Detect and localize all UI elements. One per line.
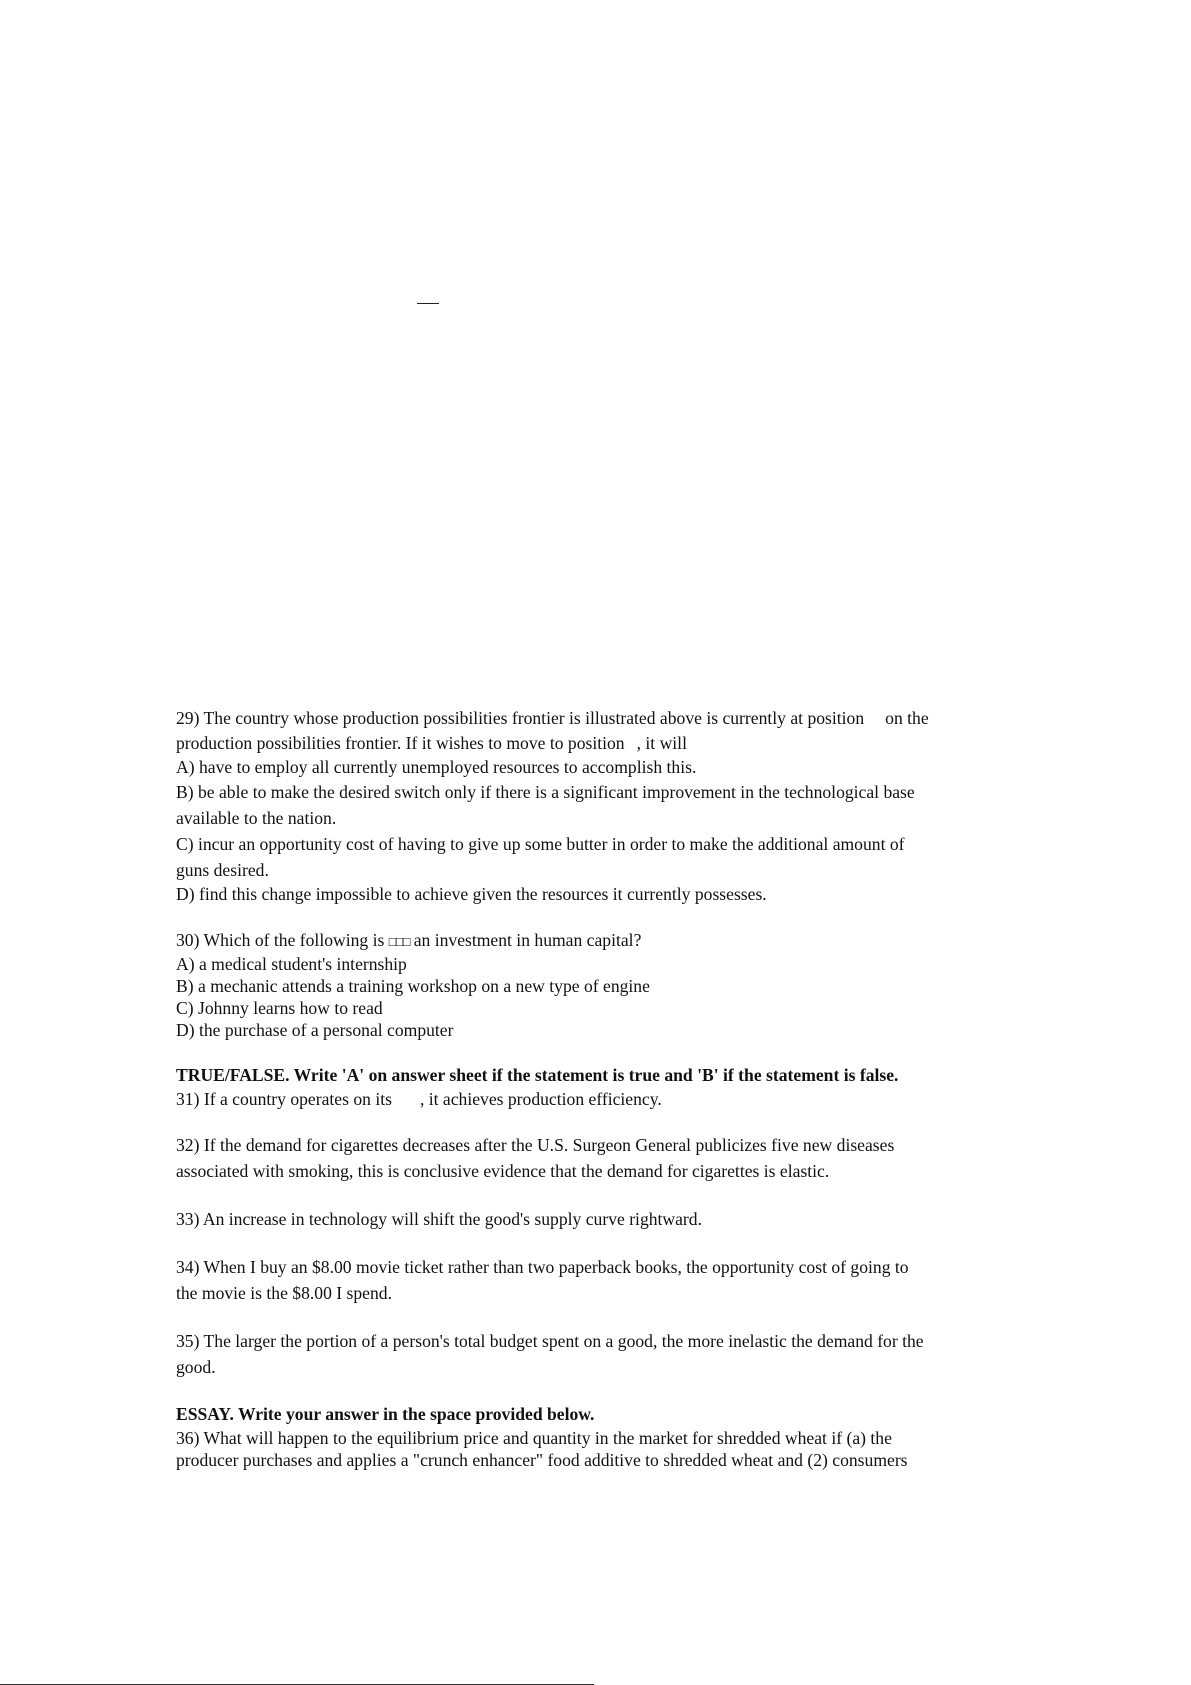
q29-stem-line-2 (176, 731, 1036, 756)
q29-option-c-line-1: C) incur an opportunity cost of having to give up some butter in order to make the additional amount of (176, 834, 905, 854)
q30-stem-text-b: an investment in human capital? (413, 930, 642, 950)
q30-option-b: B) a mechanic attends a training workshop on a new type of engine (176, 976, 650, 996)
q30-stem (176, 928, 1036, 953)
q31-text-b: , it achieves production efficiency. (419, 1089, 662, 1109)
q29-stem-text-2a: production possibilities frontier. If it wishes to move to position (176, 733, 625, 753)
essay-heading: ESSAY. Write your answer in the space provided below. (176, 1404, 595, 1424)
q30-missing-glyphs: □□□ (388, 934, 410, 949)
question-sheet (176, 706, 1036, 1471)
q36-prompt-line-2: producer purchases and applies a "crunch enhancer" food additive to shredded wheat and (2) consumers (176, 1450, 908, 1470)
q30-option-c: C) Johnny learns how to read (176, 998, 383, 1018)
q30-option-d: D) the purchase of a personal computer (176, 1020, 454, 1040)
q29-stem-text-2b: , it will (636, 733, 687, 753)
q29-stem-text-1a: 29) The country whose production possibilities frontier is illustrated above is currently at position (176, 708, 865, 728)
q31-statement (176, 1088, 1036, 1110)
q31-text-a: 31) If a country operates on its (176, 1089, 392, 1109)
q29-stem-line-1 (176, 706, 1036, 731)
q35-statement-line-2: good. (176, 1357, 216, 1377)
q29-option-d: D) find this change impossible to achieve given the resources it currently possesses. (176, 884, 767, 904)
q34-statement-line-1: 34) When I buy an $8.00 movie ticket rather than two paperback books, the opportunity cost of going to (176, 1257, 909, 1277)
q34-statement-line-2: the movie is the $8.00 I spend. (176, 1283, 392, 1303)
q33-statement: 33) An increase in technology will shift the good's supply curve rightward. (176, 1209, 702, 1229)
q35-statement-line-1: 35) The larger the portion of a person's total budget spent on a good, the more inelastic the demand for the (176, 1331, 924, 1351)
q30-option-a: A) a medical student's internship (176, 954, 407, 974)
q29-option-b-line-2: available to the nation. (176, 808, 337, 828)
q29-option-b-line-1: B) be able to make the desired switch only if there is a significant improvement in the technological base (176, 782, 915, 802)
q30-stem-text-a: 30) Which of the following is (176, 930, 385, 950)
q29-option-a: A) have to employ all currently unemployed resources to accomplish this. (176, 757, 697, 777)
q32-statement-line-1: 32) If the demand for cigarettes decreases after the U.S. Surgeon General publicizes five new diseases (176, 1135, 895, 1155)
q32-statement-line-2: associated with smoking, this is conclusive evidence that the demand for cigarettes is elastic. (176, 1161, 830, 1181)
figure-dash-mark (417, 303, 439, 304)
q29-stem-text-1b: on the (885, 708, 929, 728)
true-false-heading: TRUE/FALSE. Write 'A' on answer sheet if the statement is true and 'B' if the statement is false. (176, 1065, 899, 1085)
q36-prompt-line-1: 36) What will happen to the equilibrium price and quantity in the market for shredded wheat if (a) the (176, 1428, 892, 1448)
q29-option-c-line-2: guns desired. (176, 860, 269, 880)
